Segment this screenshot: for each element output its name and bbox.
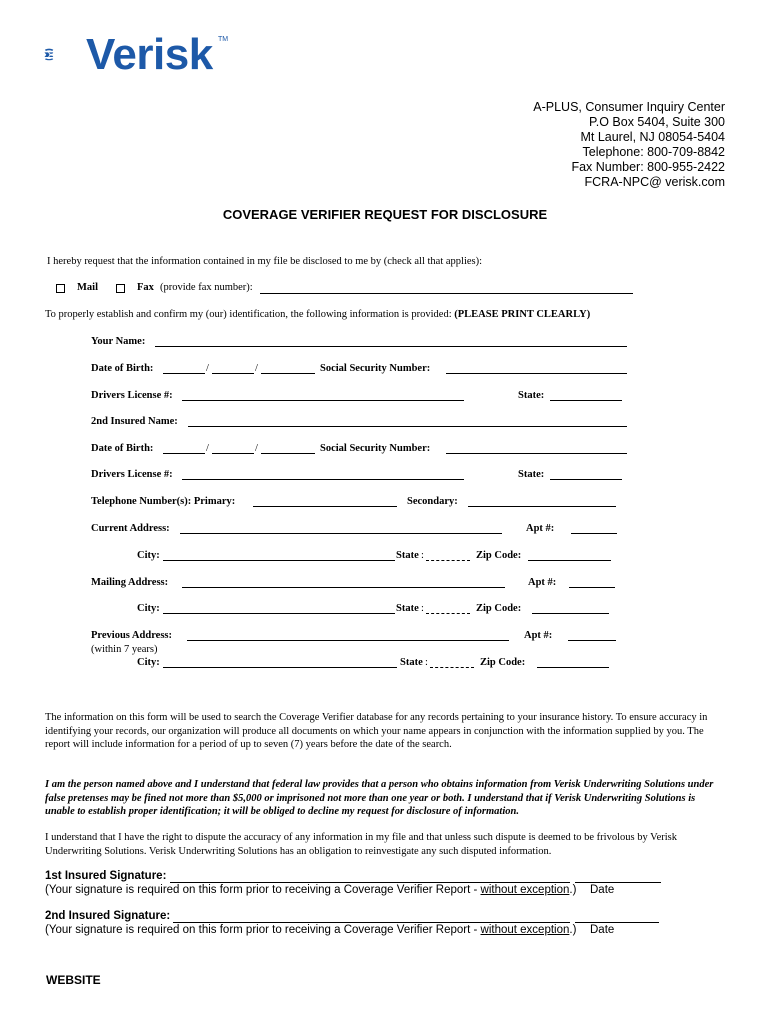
dob2-year-field[interactable] xyxy=(261,453,315,454)
previous-zip-field[interactable] xyxy=(537,667,609,668)
insured2-name-label: 2nd Insured Name: xyxy=(91,416,178,427)
current-address-label: Current Address: xyxy=(91,523,170,534)
mailing-apt-label: Apt #: xyxy=(528,577,557,588)
request-intro: I hereby request that the information contained in my file be disclosed to me by (check all that applies): xyxy=(47,256,483,267)
mailing-zip-field[interactable] xyxy=(532,613,609,614)
mailing-city-field[interactable] xyxy=(163,613,395,614)
sig-note-text: (Your signature is required on this form prior to receiving a Coverage Verifier Report - xyxy=(45,924,481,936)
address-line: Telephone: 800-709-8842 xyxy=(582,145,725,159)
sig-note-end: .) xyxy=(569,924,577,936)
address-line: Mt Laurel, NJ 08054-5404 xyxy=(580,130,725,144)
logo-wordmark: Verisk xyxy=(86,30,213,79)
address-line: A-PLUS, Consumer Inquiry Center xyxy=(533,100,725,114)
print-clearly-note: (PLEASE PRINT CLEARLY) xyxy=(454,309,591,320)
previous-state-field[interactable] xyxy=(430,667,474,668)
dob-slash: / xyxy=(206,363,209,374)
sig-note-emphasis: without exception xyxy=(480,884,570,896)
city-field[interactable] xyxy=(163,560,395,561)
dob2-day-field[interactable] xyxy=(212,453,254,454)
fax-hint: (provide fax number): xyxy=(160,282,253,293)
zip-field[interactable] xyxy=(528,560,611,561)
sig1-date-field[interactable] xyxy=(575,882,661,883)
page-title: COVERAGE VERIFIER REQUEST FOR DISCLOSURE xyxy=(222,207,548,222)
mailing-address-field[interactable] xyxy=(182,587,505,588)
address-line: Fax Number: 800-955-2422 xyxy=(571,160,725,174)
fax-label: Fax xyxy=(137,282,154,293)
mail-label: Mail xyxy=(77,282,98,293)
current-address-field[interactable] xyxy=(180,533,502,534)
sig2-note xyxy=(45,924,576,936)
insured2-name-field[interactable] xyxy=(188,426,627,427)
legal-paragraph: I am the person named above and I understand that federal law provides that a person who obtains information from Verisk Underwriting Solutions under false pretenses may be fined not more than $5,000 or imprisoned not more than one year or both. I understand that if Verisk Underwriting Solutions is unable to establish proper identification; it will be obliged to decline my request for disclosure of information. xyxy=(45,779,714,817)
id-intro-text: To properly establish and confirm my (our) identification, the following information is provided: xyxy=(45,309,452,320)
previous-address-label: Previous Address: xyxy=(91,630,172,641)
state-field[interactable] xyxy=(426,560,470,561)
sig2-label: 2nd Insured Signature: xyxy=(45,910,171,922)
state2-field[interactable] xyxy=(550,479,622,480)
dob-label: Date of Birth: xyxy=(91,363,154,374)
sig-note-end: .) xyxy=(569,884,577,896)
sig2-date-label: Date xyxy=(590,924,615,936)
your-name-label: Your Name: xyxy=(91,336,146,347)
address-line: P.O Box 5404, Suite 300 xyxy=(589,115,725,129)
previous-apt-label: Apt #: xyxy=(524,630,553,641)
zip-label: Zip Code: xyxy=(476,550,522,561)
previous-address-field[interactable] xyxy=(187,640,509,641)
ssn-label: Social Security Number: xyxy=(320,363,431,374)
dispute-paragraph: I understand that I have the right to dispute the accuracy of any information in my file and that unless such dispute is deemed to be frivolous by Verisk Underwriting Solutions. Verisk Underwriting Solutions has an obligation to reinvestigate any such disputed information. xyxy=(45,832,677,857)
apt-field[interactable] xyxy=(571,533,617,534)
previous-city-field[interactable] xyxy=(163,667,397,668)
phone-primary-field[interactable] xyxy=(253,506,397,507)
mailing-state-field[interactable] xyxy=(426,613,470,614)
trademark-mark: TM xyxy=(218,36,229,43)
sig2-field[interactable] xyxy=(173,922,570,923)
website-label: WEBSITE xyxy=(46,973,101,987)
dob2-month-field[interactable] xyxy=(163,453,205,454)
drivers-license2-field[interactable] xyxy=(182,479,464,480)
dob-year-field[interactable] xyxy=(261,373,315,374)
fax-number-field[interactable] xyxy=(260,293,633,294)
state2-label: State: xyxy=(518,469,545,480)
dob2-label: Date of Birth: xyxy=(91,443,154,454)
dob2-slash: / xyxy=(255,443,258,454)
mailing-zip-label: Zip Code: xyxy=(476,603,522,614)
previous-state-label: State xyxy=(400,657,423,668)
dob-month-field[interactable] xyxy=(163,373,205,374)
state-label: State: xyxy=(518,390,545,401)
ssn2-field[interactable] xyxy=(446,453,627,454)
sig2-date-field[interactable] xyxy=(575,922,659,923)
dob2-slash: / xyxy=(206,443,209,454)
within-years-note: (within 7 years) xyxy=(91,644,158,655)
mailing-city-label: City: xyxy=(137,603,160,614)
mailing-state-label: State xyxy=(396,603,419,614)
ssn2-label: Social Security Number: xyxy=(320,443,431,454)
phone-secondary-field[interactable] xyxy=(468,506,616,507)
sig1-date-label: Date xyxy=(590,884,615,896)
your-name-field[interactable] xyxy=(155,346,627,347)
sig1-label: 1st Insured Signature: xyxy=(45,870,167,882)
drivers-license2-label: Drivers License #: xyxy=(91,469,173,480)
sig1-note xyxy=(45,884,576,896)
previous-zip-label: Zip Code: xyxy=(480,657,526,668)
drivers-license-field[interactable] xyxy=(182,400,464,401)
city-label: City: xyxy=(137,550,160,561)
sig-note-text: (Your signature is required on this form prior to receiving a Coverage Verifier Report - xyxy=(45,884,481,896)
dob-day-field[interactable] xyxy=(212,373,254,374)
apt-label: Apt #: xyxy=(526,523,555,534)
mail-checkbox[interactable] xyxy=(56,284,65,293)
previous-apt-field[interactable] xyxy=(568,640,616,641)
verisk-logo-icon xyxy=(44,27,88,81)
state-field[interactable] xyxy=(550,400,622,401)
ssn-field[interactable] xyxy=(446,373,627,374)
fax-checkbox[interactable] xyxy=(116,284,125,293)
mailing-address-label: Mailing Address: xyxy=(91,577,169,588)
phone-secondary-label: Secondary: xyxy=(407,496,458,507)
drivers-license-label: Drivers License #: xyxy=(91,390,173,401)
sig-note-emphasis: without exception xyxy=(480,924,570,936)
state-label: State xyxy=(396,550,419,561)
address-line: FCRA-NPC@ verisk.com xyxy=(584,175,725,189)
address-block xyxy=(533,100,725,190)
mailing-apt-field[interactable] xyxy=(569,587,615,588)
sig1-field[interactable] xyxy=(170,882,570,883)
id-intro xyxy=(45,309,590,320)
dob-slash: / xyxy=(255,363,258,374)
previous-city-label: City: xyxy=(137,657,160,668)
info-paragraph: The information on this form will be used to search the Coverage Verifier database for any records pertaining to your insurance history. To ensure accuracy in identifying your records, our organization will produce all documents on which your name appears in conjunction with the information supplied by you. The report will include information for a period of up to seven (7) years before the date of the search. xyxy=(45,712,708,750)
phone-primary-label: Telephone Number(s): Primary: xyxy=(91,496,236,507)
